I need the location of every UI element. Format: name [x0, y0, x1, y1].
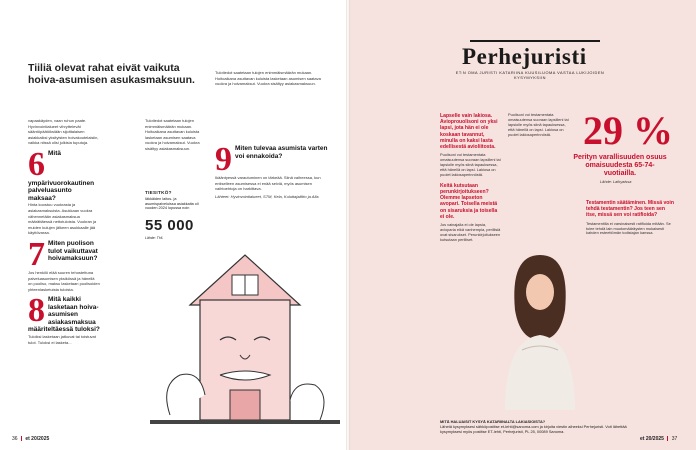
column-text: Tulotiedot saatetaan tulojen enimmäismäärän mukaan. Hoitoaikana asuttavan kuluista lasketaan asumisen saatava vuokra ja hoivamaksut. Vuokra sisältyy asiakasmaksuun.: [145, 118, 200, 151]
page-number: 37: [671, 436, 678, 442]
stat-source: Lähde: THL: [145, 236, 164, 240]
column-4: [215, 70, 330, 87]
big-stat-source: Lähde: Laihyaissa: [600, 179, 632, 184]
answer-text: Testamentilla ei varsinaisesti ratifioida mitään. Se tulee tehdä lain muotomääräysten mukaisesti kahden esteettömän todistajan kanssa.: [586, 220, 671, 236]
section-text: Jos henkilö elää suuren tehostettuna palveluasumisen yksikössä ja hänellä on puoliso, maksu lasketaan puolisoiden yhteenlasketuista tuloista.: [28, 270, 100, 292]
column-1: [28, 118, 100, 345]
section-number: 7: [28, 236, 45, 274]
hand-right: [290, 384, 324, 420]
section-text: Hinta koostuu vuokrasta ja asiakasmaksuista. Asukkaan vuokra vähennetään asiakasmaksua määrättäessä nettotuloista. Vuokran ja muiden kulujen jälkeen asukkaalle jää käyttövaraa.: [28, 202, 97, 236]
section-number: 8: [28, 292, 45, 330]
answer-text: Puolisoni voi testamentata omaisuutensa suoraan lapsilleni tai lapsiolle myös siinä tapauksessa, että hänellä on lapsi. Lakiosa on puolet lakiosaperinnöstä.: [440, 152, 501, 177]
section-title: Miten puolison tulot vaikuttavat hoivamaksuun?: [48, 240, 98, 263]
column-3: [145, 118, 205, 152]
section-text: Ikääntyessä varautuminen on tärkeää. Siinä vaiheessa, kun entiselleen asumisessa ei enää selviä, myös asumisen vaihtoehtoja on harkittava.: [215, 175, 321, 192]
section-title: Mitä ympärivuorokautinen palveluasunto maksaa?: [28, 149, 95, 202]
section-number: 9: [215, 141, 232, 178]
section-tagline: ET:N OMA JURISTI KATARIINA KUUSILUOMA VASTAA LUKIJOIDEN KYSYMYKSIIN: [455, 70, 605, 80]
answer-text: Puolisoni voi testamentata omaisuutensa suoraan lapsilleni tai lapsiolle myös siinä tapauksessa, että hänellä on lapsi. Lakiosa on puolet lakiosaperinnöstä.: [508, 112, 569, 137]
section-6: [28, 145, 100, 236]
question-heading: Lapselle vain lakiosa. Avioprouolisoni on yksi lapsi, jota hän ei ole koskaan tavannut, minulla on kaksi lasta edellisestä avioliitosta.: [440, 113, 498, 151]
caption-text: Lähetä kysymyksesi sähköpostitse et-lehti@sanoma.com ja kirjoita viestin aiheeksi Perhejuristi. Voit lähettää kysymyksesi myös postitse ET-lehti, Perhejuristi, PL 25, 00089 Sanoma.: [440, 423, 627, 434]
section-number: 6: [28, 145, 45, 183]
reader-question-box: [440, 420, 640, 435]
page-number: 36: [12, 436, 18, 442]
article-headline: Tiiliä olevat rahat eivät vaikuta hoiva-asumisen asukasmaksuun.: [28, 62, 195, 86]
section-title: Miten tulevaa asumista varten voi ennakoida?: [235, 145, 328, 160]
section-text: Tuloiksi lasketaan jatkuvat tai toistuvat tulot. Tuloksi ei lasketa...: [28, 333, 96, 345]
answer-text: Jos vainajalla ei ole lapsia, avioparia eikä vanhempia, perillisiä ovat sisarukset. Perunkirjoitukseen kutsutaan perilliset.: [440, 221, 501, 242]
door: [230, 390, 260, 420]
section-8: [28, 292, 100, 345]
left-footer: [12, 436, 49, 442]
big-stat-number: 29 %: [583, 108, 673, 153]
stat-number: 55 000: [145, 217, 194, 234]
intro-paragraph: vapaakäyden, vaan ruhun paate. Hyvinvointialueet vihryttelevät sääntöpäätöksiään sijoittalaisen asiakkaiksi yksityisten hoivakoutelaisiin, vaikka niissä olisi julkisia tuputuja.: [28, 118, 99, 146]
magazine-issue: et 20/2025: [25, 436, 50, 442]
hand-left: [167, 374, 205, 415]
big-stat-text: Perityn varallisuuden osuus omaisuudesta 65-74-vuotiailla.: [573, 154, 667, 177]
magazine-issue: et 20/2025: [640, 436, 664, 442]
page-gutter: [346, 0, 350, 450]
stat-text: Iäkkäiden laitos- ja asumispalveluissa asiakkaita oli vuoden 2024 lopussa noin: [145, 197, 199, 211]
column-text: Tulotiedot saatetaan tulojen enimmäismäärän mukaan. Hoitoaikana asuttavan kuluista lasketaan asumisen saatava vuokra ja hoivamaksut. Vuokra sisältyy asiakasmaksuun.: [215, 70, 321, 87]
caption-title: MITÄ HALUAISIT KYSYÄ KATARIINALTA LAKIASIOISTA?: [440, 419, 546, 424]
section-7: [28, 236, 100, 292]
face: [526, 274, 554, 310]
right-footer: [640, 436, 677, 442]
house-illustration: [150, 245, 340, 445]
right-col-2: [508, 113, 570, 138]
right-col-3: [586, 200, 676, 236]
right-col-1: [440, 113, 502, 243]
sources: Lähteet: Hyvinvointialueet, STM, Kela, Kuluttajaliitto ja Alla.: [215, 193, 320, 199]
section-9: [215, 141, 330, 199]
section-logo: Perhejuristi: [462, 44, 587, 69]
lawyer-portrait: [500, 250, 580, 410]
ground: [150, 420, 340, 424]
question-heading: Keitä kutsutaan perunkirjoitukseen? Olemme lapseton avopari. Toisella meistä on sisaruksia ja toisella ei ole.: [440, 182, 498, 220]
logo-rule-top: [470, 40, 600, 42]
question-heading: Testamentin säätäminen. Missä voin tehdä testamentin? Jos teen sen itse, missä sen voi ratifioida?: [586, 200, 674, 219]
stat-label: TIESITKÖ?: [145, 190, 172, 195]
section-title: Mitä kaikki lasketaan hoiva-asumisen asiakasmaksua määriteltäessä tuloksi?: [28, 296, 100, 334]
